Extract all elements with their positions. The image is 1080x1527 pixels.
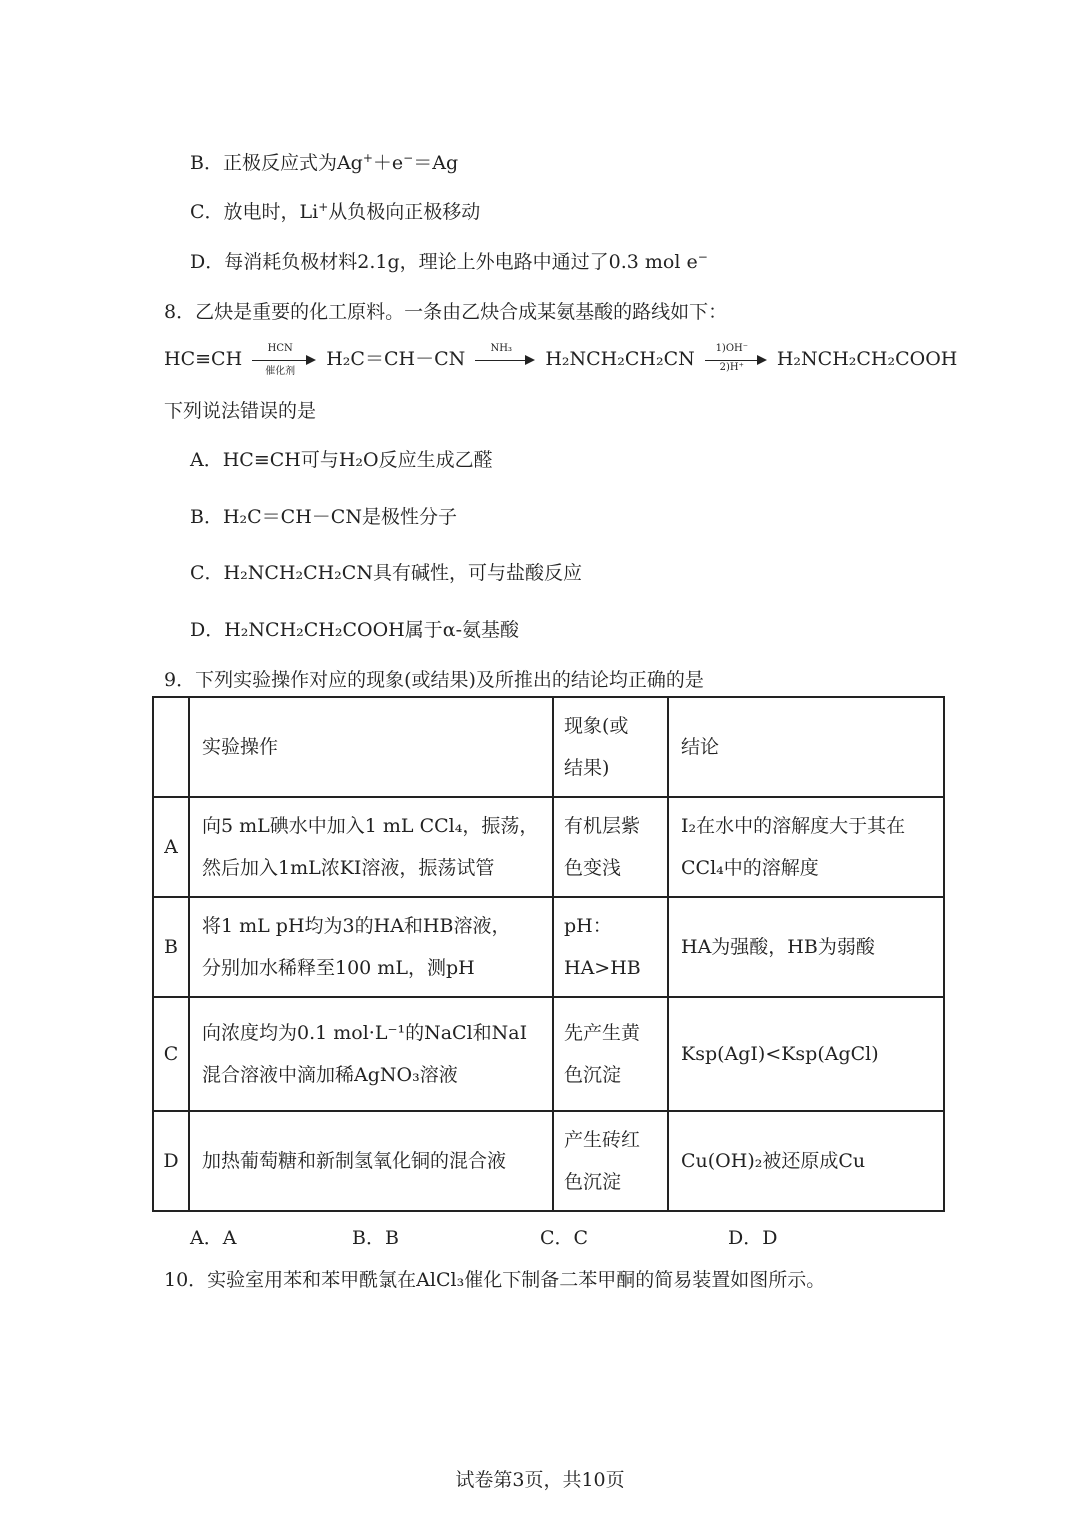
arrow-shaft (705, 360, 759, 361)
q7-option-d-text: D．每消耗负极材料2.1g，理论上外电路中通过了0.3 mol e (190, 251, 698, 273)
row-conclusion: Cu(OH)₂被还原成Cu (668, 1111, 944, 1211)
q7-option-d-sup: − (697, 250, 708, 264)
table-row (153, 1111, 944, 1211)
route-amino-acid: H₂NCH₂CH₂COOH (776, 348, 958, 370)
q7-option-c (190, 197, 480, 224)
table-row (153, 797, 944, 897)
q8-option-a: A．HC≡CH可与H₂O反应生成乙醛 (190, 449, 493, 471)
q7-option-c-text1: C．放电时，Li (190, 201, 319, 223)
q9-stem: 9．下列实验操作对应的现象(或结果)及所推出的结论均正确的是 (164, 669, 704, 691)
q7-option-b-text3: ＝Ag (413, 152, 459, 174)
row-phenomenon (553, 997, 668, 1111)
q8-option-c: C．H₂NCH₂CH₂CN具有碱性，可与盐酸反应 (190, 562, 582, 584)
row-conclusion: Ksp(AgI)<Ksp(AgCl) (668, 997, 944, 1111)
row-phenomenon-l2: HA>HB (564, 957, 641, 979)
route-arrow-3 (705, 343, 767, 373)
row-operation (189, 897, 553, 997)
row-label: A (153, 797, 189, 897)
row-phenomenon-l2: 色变浅 (564, 857, 622, 879)
row-phenomenon-l1: pH： (564, 915, 612, 937)
row-conclusion: HA为强酸，HB为弱酸 (668, 897, 944, 997)
q8-option-b: B．H₂C＝CH－CN是极性分子 (190, 506, 457, 528)
arrow-shaft (475, 360, 527, 361)
q8-ask: 下列说法错误的是 (164, 400, 317, 422)
row-operation-l1: 向5 mL碘水中加入1 mL CCl₄，振荡， (202, 815, 539, 837)
route-acrylonitrile: H₂C＝CH－CN (326, 348, 466, 370)
route-arrow-1 (252, 343, 316, 377)
q7-option-c-sup: + (318, 200, 329, 214)
row-phenomenon (553, 897, 668, 997)
q8-stem: 8．乙炔是重要的化工原料。一条由乙炔合成某氨基酸的路线如下： (164, 301, 728, 323)
q7-option-b-text2: ＋e (372, 152, 404, 174)
header-operation: 实验操作 (189, 697, 553, 797)
row-operation-l1: 向浓度均为0.1 mol·L⁻¹的NaCl和NaI (202, 1022, 528, 1044)
row-operation (189, 997, 553, 1111)
route-aminonitrile: H₂NCH₂CH₂CN (545, 348, 695, 370)
row-conclusion (668, 797, 944, 897)
row-operation-l1: 将1 mL pH均为3的HA和HB溶液， (202, 915, 511, 937)
row-conclusion-l1: I₂在水中的溶解度大于其在 (681, 815, 906, 837)
row-label: D (153, 1111, 189, 1211)
arrow-head (525, 355, 535, 365)
q9-answer-a: A．A (190, 1227, 237, 1249)
q7-option-d (190, 247, 708, 274)
q7-option-b-sup1: + (362, 151, 373, 165)
route-arrow-1-reagent: HCN (267, 343, 293, 354)
header-phenomenon-l1: 现象(或 (564, 715, 629, 737)
q8-option-d: D．H₂NCH₂CH₂COOH属于α-氨基酸 (190, 619, 520, 641)
header-phenomenon-l2: 结果) (564, 757, 610, 779)
q9-answer-c: C．C (540, 1227, 589, 1249)
route-arrow-1-condition: 催化剂 (265, 366, 296, 377)
row-label: B (153, 897, 189, 997)
row-phenomenon-l1: 先产生黄 (564, 1022, 641, 1044)
row-phenomenon-l1: 产生砖红 (564, 1129, 641, 1151)
row-phenomenon-l2: 色沉淀 (564, 1171, 622, 1193)
header-conclusion: 结论 (668, 697, 944, 797)
experiment-table (152, 696, 945, 1212)
q7-option-b (190, 148, 458, 175)
row-conclusion-l2: CCl₄中的溶解度 (681, 857, 819, 879)
q9-answer-b: B．B (352, 1227, 399, 1249)
route-arrow-2-reagent: NH₃ (490, 343, 513, 354)
page-footer: 试卷第3页，共10页 (455, 1469, 625, 1491)
table-row (153, 997, 944, 1111)
arrow-shaft (252, 360, 308, 361)
table-row (153, 897, 944, 997)
header-label-cell (153, 697, 189, 797)
q10-stem: 10．实验室用苯和苯甲酰氯在AlCl₃催化下制备二苯甲酮的简易装置如图所示。 (164, 1269, 826, 1291)
route-arrow-3-step2: 2)H⁺ (719, 362, 744, 373)
table-header-row (153, 697, 944, 797)
route-arrow-3-step1: 1)OH⁻ (715, 343, 749, 354)
row-phenomenon (553, 1111, 668, 1211)
row-label: C (153, 997, 189, 1111)
route-acetylene: HC≡CH (164, 348, 243, 370)
row-phenomenon (553, 797, 668, 897)
q7-option-c-text2: 从负极向正极移动 (328, 201, 481, 223)
row-operation-l2: 然后加入1mL浓KI溶液，振荡试管 (202, 857, 495, 879)
header-phenomenon (553, 697, 668, 797)
q8-synthesis-route (164, 343, 958, 377)
row-phenomenon-l2: 色沉淀 (564, 1064, 622, 1086)
q7-option-b-sup2: − (403, 151, 414, 165)
row-operation: 加热葡萄糖和新制氢氧化铜的混合液 (189, 1111, 553, 1211)
row-operation (189, 797, 553, 897)
route-arrow-2 (475, 343, 535, 371)
row-phenomenon-l1: 有机层紫 (564, 815, 641, 837)
row-operation-l2: 分别加水稀释至100 mL，测pH (202, 957, 475, 979)
row-operation-l2: 混合溶液中滴加稀AgNO₃溶液 (202, 1064, 458, 1086)
q7-option-b-text1: B．正极反应式为Ag (190, 152, 363, 174)
q9-answer-d: D．D (728, 1227, 778, 1249)
